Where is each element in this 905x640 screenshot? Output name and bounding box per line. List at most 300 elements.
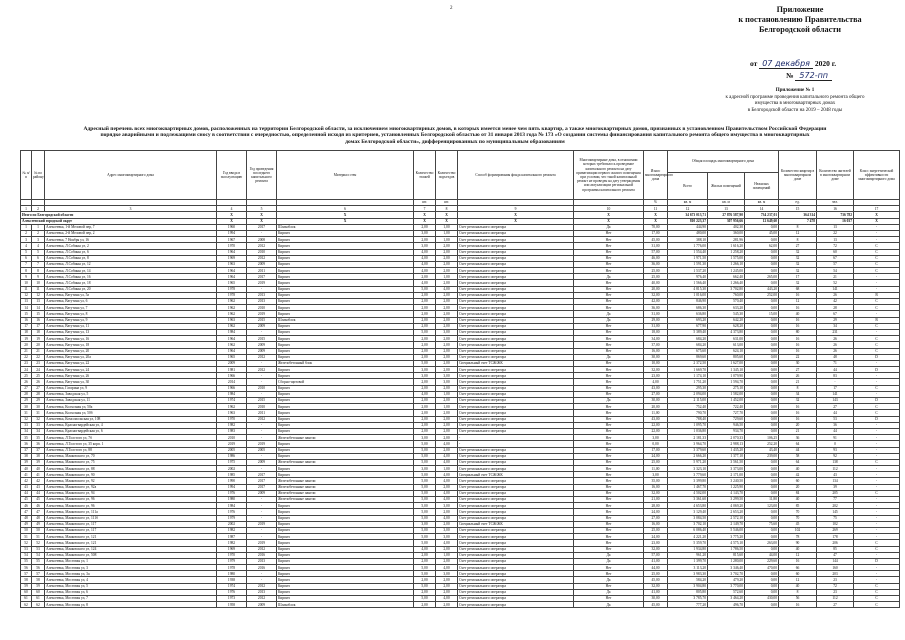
table-cell: Кирпич [277,261,414,267]
table-cell: 34 [21,428,32,434]
table-cell: 53 [21,546,32,552]
table-cell: Алексеевка, Маяковского ул, 111а [45,509,217,515]
table-cell: 479,20 [708,577,745,583]
table-cell: 1986 [217,453,247,459]
table-cell: 5,00 [414,596,436,602]
table-cell: 1985 [217,472,247,478]
table-cell: 2013 [247,589,277,595]
date-value: 07 декабря [759,59,813,69]
table-cell: 1984 [217,503,247,509]
table-cell: Счет регионального оператора [458,367,574,373]
table-cell: 31 [21,410,32,416]
table-cell: Счет регионального оператора [458,299,574,305]
table-cell: 30 [779,360,817,366]
table-cell: Нет [574,336,644,342]
table-cell: 16,00 [644,484,668,490]
table-cell: Нет [574,571,644,577]
table-cell: Кирпич [277,354,414,360]
table-cell: 60 [21,589,32,595]
table-cell: 49 [21,521,32,527]
table-cell: 23,00 [644,540,668,546]
table-cell: Алексеевка, Комсомольская ул, 108 [45,416,217,422]
table-cell: 1 [32,224,45,230]
table-cell: Алексеевка, Л.Собины ул, 16 [45,274,217,280]
table-cell: 9 [21,274,32,280]
header-cell: Износ многоквартирного дома [644,151,668,200]
table-cell: 4,00 [436,497,458,503]
table-cell: 48 [21,515,32,521]
table-cell: 62 [21,602,32,608]
table-cell: 2019 [247,441,277,447]
table-cell: 32 [779,249,817,255]
table-cell: C [854,249,900,255]
table-cell: 2,00 [436,367,458,373]
table-cell: Кирпич [277,323,414,329]
table-cell: 16 [32,317,45,323]
header-cell: Год ввода в эксплуатацию [217,151,247,200]
table-cell: 18 [21,329,32,335]
table-cell: 60 [817,249,854,255]
table-cell: 38 [21,453,32,459]
table-cell: 2,00 [414,398,436,404]
table-cell: 2,00 [436,546,458,552]
table-cell: 16,00 [644,348,668,354]
table-cell: 1982 [217,540,247,546]
table-cell: 636,80 [668,311,708,317]
table-cell: Счет регионального оператора [458,348,574,354]
table-cell: - [247,360,277,366]
table-cell: 0,00 [745,367,779,373]
unit-cell: чел. [817,200,854,206]
table-cell: 2014 [217,379,247,385]
table-cell: C [854,596,900,602]
table-cell: 815,60 [708,552,745,558]
table-cell: 2010 [247,385,277,391]
table-cell: 0,00 [644,441,668,447]
table-cell: 402,30 [708,224,745,230]
table-cell: 32 [32,416,45,422]
table-cell: - [247,373,277,379]
table-cell: 45,00 [644,577,668,583]
table-cell: Шлакоблок [277,317,414,323]
table-cell: 1 280,00 [708,558,745,564]
table-cell: 1984 [217,391,247,397]
table-cell: 20 [21,342,32,348]
table-cell: Алексеевка, Ватутина ул, 20а [45,354,217,360]
district-cell: 810 223,37 [668,218,708,224]
table-cell: - [854,466,900,472]
table-cell: 1975 [217,459,247,465]
table-cell: Кирпич [277,286,414,292]
appendix-date [750,59,836,68]
table-cell: 3 240,50 [708,478,745,484]
table-cell: 1 016,00 [668,292,708,298]
table-cell: 36 [32,441,45,447]
table-cell: Счет регионального оператора [458,589,574,595]
table-cell: Нет [574,490,644,496]
table-cell: - [247,515,277,521]
table-cell: 1964 [217,336,247,342]
table-cell: 36 [817,422,854,428]
table-cell: - [854,453,900,459]
table-cell: 16 [779,558,817,564]
table-cell: 2 988,13 [708,441,745,447]
table-cell: 12 [779,230,817,236]
table-cell: 31,00 [644,311,668,317]
table-cell: 16 [779,317,817,323]
table-cell: 2019 [247,311,277,317]
table-cell: 27 [32,385,45,391]
table-cell: 44 [21,490,32,496]
table-cell: 5,00 [414,509,436,515]
table-cell: 144 [817,558,854,564]
table-cell: 0,00 [745,546,779,552]
table-cell: 45 [21,497,32,503]
table-cell: 1 627,00 [708,360,745,366]
table-cell: Нет [574,391,644,397]
table-cell: 662,40 [708,274,745,280]
table-cell: 43 [817,472,854,478]
table-cell: 44 [779,447,817,453]
table-cell: 3,00 [644,435,668,441]
table-cell: 1 467,70 [668,484,708,490]
table-cell: 443,20 [745,286,779,292]
table-cell: 32 [779,261,817,267]
table-cell: 51 [32,534,45,540]
table-cell: 43 [21,484,32,490]
table-cell: 202 [817,503,854,509]
table-cell: 281,96 [708,237,745,243]
table-cell: 112 [817,466,854,472]
table-cell: 1 266,10 [708,261,745,267]
table-cell: 0,00 [745,379,779,385]
table-cell: 16 [21,317,32,323]
table-cell: 1 786,50 [708,546,745,552]
table-cell: - [854,571,900,577]
table-cell: 1,00 [436,466,458,472]
table-cell: 1973 [217,596,247,602]
table-cell: 2010 [247,249,277,255]
table-cell: 31,00 [644,323,668,329]
table-cell: 24,00 [644,509,668,515]
appendix-line: к постановлению Правительства [738,15,862,24]
table-cell: 141 [817,286,854,292]
table-cell: 35 [21,435,32,441]
table-cell: 92 [817,453,854,459]
table-cell: - [247,534,277,540]
table-cell: 22,00 [644,428,668,434]
table-cell: 2009 [247,490,277,496]
table-cell: 2,00 [436,249,458,255]
table-cell: 56 [21,565,32,571]
table-cell: 0,00 [745,589,779,595]
table-cell: Счет регионального оператора [458,404,574,410]
table-cell: 13 [817,237,854,243]
table-cell: Алексеевка, Красногвардейская ул, 6 [45,428,217,434]
table-cell: 54 [32,552,45,558]
table-cell: Железобетонные панели [277,435,414,441]
table-cell: - [247,286,277,292]
table-cell: 178 [817,534,854,540]
table-cell: 6 [32,255,45,261]
table-cell: 2 094,00 [668,391,708,397]
table-cell: 21 [21,348,32,354]
table-cell: 1 971,50 [668,255,708,261]
table-cell: Алексеевка, Маяковского ул, 88 [45,466,217,472]
table-cell: 4,00 [414,261,436,267]
table-cell: 3 299,50 [708,497,745,503]
table-cell: Да [574,398,644,404]
table-cell: Алексеевка, Мостовая ул, 6 [45,589,217,595]
table-cell: Нет [574,243,644,249]
table-cell: Алексеевка, Ватутина ул, 5а [45,292,217,298]
table-cell: Счет регионального оператора [458,255,574,261]
district-label: Алексеевский городской округ [21,218,217,224]
table-cell: 58 [21,577,32,583]
table-cell: 23 [817,589,854,595]
table-cell: Алексеевка, Маяковского ул, 111б [45,515,217,521]
table-cell: 45,00 [644,237,668,243]
table-cell: Счет регионального оператора [458,459,574,465]
date-prefix: от [750,59,758,68]
table-cell: 2012 [247,596,277,602]
table-cell: 2,00 [436,410,458,416]
table-cell: 205 [817,490,854,496]
table-cell: 62 [32,602,45,608]
table-cell: - [854,565,900,571]
table-cell: 0,00 [745,237,779,243]
table-cell: C [854,255,900,261]
table-cell: 6 [21,255,32,261]
table-cell: 21 [779,428,817,434]
table-cell: Счет регионального оператора [458,342,574,348]
table-cell: 686,30 [668,305,708,311]
table-cell: 59 [21,583,32,589]
table-cell: Нет [574,416,644,422]
table-cell: 11,00 [644,466,668,472]
table-cell: 760,00 [708,292,745,298]
table-cell: 2009 [247,261,277,267]
table-cell: 0,00 [745,602,779,608]
table-cell: Счет регионального оператора [458,379,574,385]
table-cell: 30 [32,404,45,410]
table-cell: - [458,435,574,441]
table-cell: 3,00 [436,527,458,533]
table-cell: - [854,237,900,243]
table-cell: 1970 [217,552,247,558]
table-cell: 53 [817,416,854,422]
table-cell: 61 [32,596,45,602]
table-cell: 1964 [217,268,247,274]
table-cell: 2011 [247,410,277,416]
table-cell: 1 258,20 [708,249,745,255]
table-cell: - [854,391,900,397]
table-cell: Кирпич [277,280,414,286]
table-cell: 2015 [247,398,277,404]
table-cell: Кирпич [277,534,414,540]
table-cell: 68 [779,286,817,292]
table-cell: 203 [817,571,854,577]
table-cell: 2011 [247,268,277,274]
table-cell: 8 [32,268,45,274]
table-cell: 4,00 [436,441,458,447]
table-cell: 1994 [217,230,247,236]
table-cell: 45 [779,521,817,527]
table-cell: 2,00 [414,385,436,391]
table-cell: Счет регионального оператора [458,497,574,503]
column-number-cell: 11 [644,206,668,212]
table-cell: 1981 [217,367,247,373]
table-cell: 29,00 [644,317,668,323]
table-cell: 30,00 [644,398,668,404]
table-cell: 123,00 [745,503,779,509]
header-cell: Жилых помещений [708,173,745,200]
table-cell: 5,00 [414,459,436,465]
table-cell: 1976 [217,589,247,595]
table-cell: Алексеевка, Ватутина ул, 18 [45,342,217,348]
table-cell: Нет [574,540,644,546]
table-cell: - [854,329,900,335]
table-cell: Кирпич [277,509,414,515]
table-cell: Железобетонные панели [277,497,414,503]
header-cell: Многоквартирные дома, в отношении которых требовалось проведение капитального ремонта на дату приватизации первого жилого помещения при условии, что такой капитальный ремонт не проведен на дату утверждения или актуализации региональной программы капитального ремонта [574,151,644,200]
table-cell: Алексеевка, Л.Толстого ул, 7б [45,435,217,441]
table-cell: 1 377,10 [708,453,745,459]
table-cell: Алексеевка, Красногвардейская ул, 4 [45,422,217,428]
table-cell: Да [574,224,644,230]
table-cell: 444,90 [668,224,708,230]
table-cell: Алексеевка, Ватутина ул, 6 [45,299,217,305]
table-cell: C [854,305,900,311]
table-cell: 28,00 [644,503,668,509]
table-cell: Алексеевка, Ватутина ул, 9 [45,317,217,323]
table-cell: Счет регионального оператора [458,261,574,267]
table-cell: 2,00 [414,311,436,317]
table-cell: Алексеевка, Л.Собины ул, 6 [45,249,217,255]
table-cell: 4,00 [436,490,458,496]
table-cell: Алексеевка, Маяковского ул, 96 [45,503,217,509]
table-cell: Кирпич [277,342,414,348]
table-cell: 16 [779,292,817,298]
table-cell: 0,00 [745,255,779,261]
table-cell: 10 [32,280,45,286]
table-cell: 34 [817,323,854,329]
header-cell: Количество жителей в многоквартирном доме [817,151,854,200]
table-cell: Кирпич [277,521,414,527]
table-cell: 2,00 [414,348,436,354]
table-cell: Счет регионального оператора [458,410,574,416]
table-cell: 0,00 [745,268,779,274]
table-cell: 11 [32,286,45,292]
table-cell: 1,00 [436,230,458,236]
table-cell: 1938 [217,577,247,583]
table-cell: 1963 [217,317,247,323]
table-cell: 5,00 [414,565,436,571]
table-cell: 40 [21,466,32,472]
table-cell: Нет [574,497,644,503]
table-cell: 8 [779,224,817,230]
table-cell: 1980 [217,497,247,503]
column-number-cell: 7 [414,206,436,212]
table-cell: 12 [779,299,817,305]
table-cell: Кирпич [277,558,414,564]
table-cell: Алексеевка, Маяковского ул, 121 [45,540,217,546]
table-cell: 40 [32,466,45,472]
table-cell: Алексеевка, Маяковского ул, 70 [45,453,217,459]
table-cell: 4,00 [414,546,436,552]
table-cell: 64 [779,441,817,447]
table-cell: 1962 [217,311,247,317]
table-cell: 27 [817,602,854,608]
table-cell: 1994 [217,484,247,490]
table-cell: 2002 [217,466,247,472]
table-cell: Кирпич [277,410,414,416]
table-cell: 2019 [217,441,247,447]
table-cell: 56 [32,565,45,571]
table-cell: 24 [21,367,32,373]
table-cell: - [854,280,900,286]
table-cell: Кирпич [277,329,414,335]
table-cell: 3,00 [436,329,458,335]
table-cell: 43,00 [644,385,668,391]
table-cell: 112 [817,596,854,602]
table-cell: 0,00 [745,224,779,230]
table-cell: 3,00 [414,230,436,236]
table-cell: 0,00 [745,410,779,416]
table-cell: 134 [817,478,854,484]
table-cell: Кирпич [277,503,414,509]
table-cell: 0,00 [745,249,779,255]
table-cell: 722,40 [708,404,745,410]
table-cell: 22 [32,354,45,360]
table-cell: 2,00 [436,348,458,354]
table-cell: 752,40 [668,404,708,410]
table-cell: 5,00 [414,453,436,459]
table-cell: 275,10 [708,385,745,391]
table-cell: C [854,261,900,267]
table-cell: 3 702,80 [708,286,745,292]
table-cell: 54 [817,268,854,274]
table-cell: 3 084,50 [668,515,708,521]
table-cell: 10,00 [644,360,668,366]
heading-line: домах Белгородской области», дифференцированных по муниципальным образованиям [345,138,565,145]
table-cell: Кирпич [277,385,414,391]
table-cell: Нет [574,534,644,540]
heading-line: порядке аварийными и подлежащими сносу в соответствии с очередностью, определенной исходя из критериев, установленных Белгородской областью от 31 января 2013 года № 173 «О создании системы финансирования капитального ремонта общего имущества в многоквартирных [100,132,810,139]
table-cell: 22,00 [644,422,668,428]
table-cell: 2,00 [414,558,436,564]
column-number-cell: 12 [668,206,708,212]
table-cell: 48 [817,354,854,360]
table-cell: - [854,422,900,428]
column-number-cell: 9 [458,206,574,212]
table-cell: 20,00 [644,404,668,410]
table-cell: 39 [21,459,32,465]
table-cell: Да [574,558,644,564]
table-cell: 16 [779,305,817,311]
table-cell: 29 [32,398,45,404]
table-cell: 1 452,00 [708,398,745,404]
total-cell: X [436,212,458,218]
table-cell: Нет [574,237,644,243]
table-cell: 46 [21,503,32,509]
table-cell: - [854,447,900,453]
table-cell: Кирпич [277,589,414,595]
table-cell: 0,00 [745,490,779,496]
table-cell: 1962 [217,305,247,311]
table-cell: Кирпич [277,441,414,447]
table-cell: 15 [32,311,45,317]
